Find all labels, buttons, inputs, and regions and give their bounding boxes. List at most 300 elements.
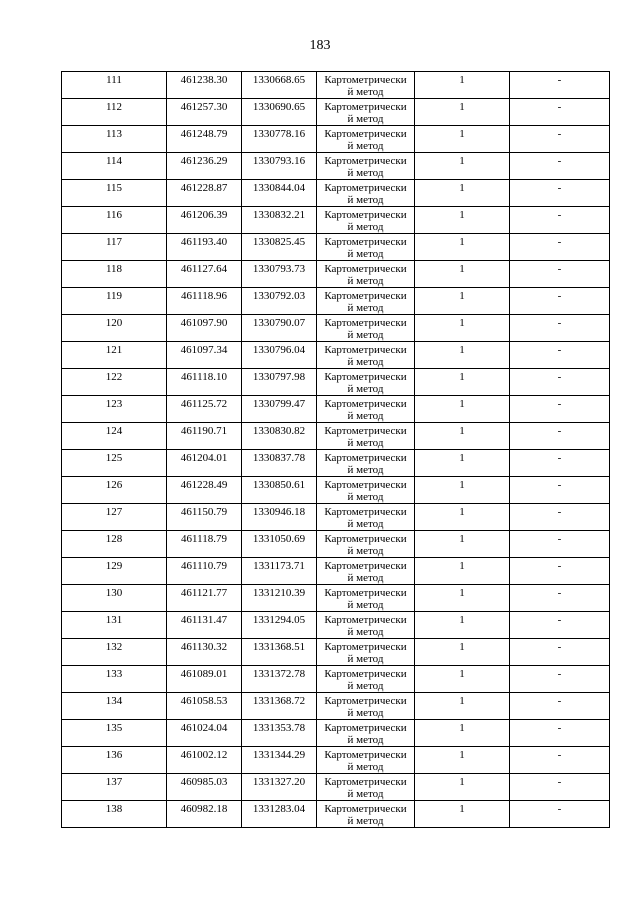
- x-coordinate-cell: [167, 261, 242, 288]
- accuracy-cell-text: 1: [459, 695, 465, 707]
- y-coordinate-cell-text: 1331050.69: [252, 533, 306, 545]
- point-number-cell-text: 136: [105, 749, 123, 761]
- method-line-2: й метод: [347, 167, 384, 179]
- note-cell: [510, 396, 610, 423]
- x-coordinate-cell: [167, 99, 242, 126]
- method-line-2: й метод: [347, 761, 384, 773]
- x-coordinate-cell-text: 461118.96: [181, 290, 227, 302]
- accuracy-cell: [415, 774, 510, 801]
- method-line-2: й метод: [347, 410, 384, 422]
- x-coordinate-cell-text: 461110.79: [181, 560, 227, 572]
- note-cell: [510, 261, 610, 288]
- method-text: [317, 639, 414, 665]
- y-coordinate-cell-text: 1330825.45: [252, 236, 306, 248]
- method-text: [317, 747, 414, 773]
- note-cell: [510, 666, 610, 693]
- note-cell: [510, 99, 610, 126]
- y-coordinate-cell: [242, 720, 317, 747]
- note-cell: [510, 126, 610, 153]
- method-cell: [317, 585, 415, 612]
- method-text: [317, 72, 414, 98]
- table-row: [62, 666, 610, 693]
- method-line-1: Картометрически: [324, 155, 407, 167]
- note-cell-text: -: [557, 803, 562, 815]
- accuracy-cell-text: 1: [459, 398, 465, 410]
- method-line-1: Картометрически: [324, 317, 407, 329]
- y-coordinate-cell: [242, 288, 317, 315]
- note-cell-text: -: [557, 182, 562, 194]
- note-cell: [510, 369, 610, 396]
- y-coordinate-cell-text: 1331368.51: [252, 641, 306, 653]
- accuracy-cell-text: 1: [459, 371, 465, 383]
- method-line-1: Картометрически: [324, 506, 407, 518]
- point-number-cell-text: 131: [105, 614, 123, 626]
- method-line-1: Картометрически: [324, 587, 407, 599]
- accuracy-cell: [415, 396, 510, 423]
- method-cell: [317, 612, 415, 639]
- y-coordinate-cell-text: 1331210.39: [252, 587, 306, 599]
- y-coordinate-cell-text: 1330946.18: [252, 506, 306, 518]
- y-coordinate-cell-text: 1330850.61: [252, 479, 306, 491]
- accuracy-cell-text: 1: [459, 344, 465, 356]
- x-coordinate-cell-text: 461121.77: [180, 587, 228, 599]
- coordinates-table-body: [62, 72, 610, 828]
- accuracy-cell: [415, 666, 510, 693]
- table-row: [62, 396, 610, 423]
- point-number-cell: [62, 72, 167, 99]
- method-line-2: й метод: [347, 329, 384, 341]
- method-line-2: й метод: [347, 464, 384, 476]
- accuracy-cell: [415, 477, 510, 504]
- point-number-cell: [62, 558, 167, 585]
- method-cell: [317, 207, 415, 234]
- x-coordinate-cell: [167, 504, 242, 531]
- method-line-1: Картометрически: [324, 722, 407, 734]
- method-text: [317, 612, 414, 638]
- note-cell-text: -: [557, 344, 562, 356]
- method-line-1: Картометрически: [324, 128, 407, 140]
- method-text: [317, 315, 414, 341]
- method-line-1: Картометрически: [324, 101, 407, 113]
- x-coordinate-cell: [167, 342, 242, 369]
- x-coordinate-cell-text: 461118.79: [181, 533, 227, 545]
- y-coordinate-cell: [242, 504, 317, 531]
- y-coordinate-cell: [242, 558, 317, 585]
- accuracy-cell-text: 1: [459, 749, 465, 761]
- note-cell: [510, 180, 610, 207]
- x-coordinate-cell: [167, 153, 242, 180]
- accuracy-cell-text: 1: [459, 641, 465, 653]
- method-line-2: й метод: [347, 707, 384, 719]
- point-number-cell: [62, 369, 167, 396]
- method-line-1: Картометрически: [324, 371, 407, 383]
- table-row: [62, 207, 610, 234]
- table-row: [62, 531, 610, 558]
- note-cell-text: -: [557, 452, 562, 464]
- note-cell: [510, 477, 610, 504]
- y-coordinate-cell: [242, 747, 317, 774]
- method-line-2: й метод: [347, 788, 384, 800]
- table-row: [62, 261, 610, 288]
- method-line-2: й метод: [347, 86, 384, 98]
- method-line-1: Картометрически: [324, 533, 407, 545]
- accuracy-cell: [415, 612, 510, 639]
- method-line-2: й метод: [347, 356, 384, 368]
- method-line-1: Картометрически: [324, 344, 407, 356]
- note-cell-text: -: [557, 479, 562, 491]
- y-coordinate-cell: [242, 774, 317, 801]
- x-coordinate-cell: [167, 423, 242, 450]
- point-number-cell-text: 130: [105, 587, 123, 599]
- accuracy-cell: [415, 720, 510, 747]
- x-coordinate-cell-text: 461238.30: [180, 74, 228, 86]
- method-cell: [317, 180, 415, 207]
- y-coordinate-cell-text: 1331372.78: [252, 668, 306, 680]
- y-coordinate-cell-text: 1330790.07: [252, 317, 306, 329]
- y-coordinate-cell-text: 1330799.47: [252, 398, 306, 410]
- x-coordinate-cell: [167, 396, 242, 423]
- point-number-cell: [62, 774, 167, 801]
- method-line-1: Картометрически: [324, 209, 407, 221]
- point-number-cell-text: 137: [105, 776, 123, 788]
- method-line-2: й метод: [347, 572, 384, 584]
- point-number-cell-text: 129: [105, 560, 123, 572]
- note-cell-text: -: [557, 371, 562, 383]
- x-coordinate-cell-text: 461002.12: [180, 749, 228, 761]
- point-number-cell: [62, 423, 167, 450]
- accuracy-cell: [415, 342, 510, 369]
- note-cell-text: -: [557, 722, 562, 734]
- note-cell-text: -: [557, 236, 562, 248]
- method-line-1: Картометрически: [324, 749, 407, 761]
- accuracy-cell-text: 1: [459, 290, 465, 302]
- method-line-1: Картометрически: [324, 668, 407, 680]
- x-coordinate-cell-text: 460985.03: [180, 776, 228, 788]
- accuracy-cell-text: 1: [459, 263, 465, 275]
- x-coordinate-cell: [167, 585, 242, 612]
- note-cell-text: -: [557, 317, 562, 329]
- method-text: [317, 99, 414, 125]
- x-coordinate-cell-text: 461257.30: [180, 101, 228, 113]
- method-text: [317, 207, 414, 233]
- table-row: [62, 288, 610, 315]
- y-coordinate-cell-text: 1331368.72: [252, 695, 306, 707]
- accuracy-cell-text: 1: [459, 317, 465, 329]
- accuracy-cell-text: 1: [459, 452, 465, 464]
- x-coordinate-cell: [167, 531, 242, 558]
- method-cell: [317, 153, 415, 180]
- y-coordinate-cell: [242, 477, 317, 504]
- table-row: [62, 612, 610, 639]
- x-coordinate-cell: [167, 207, 242, 234]
- accuracy-cell-text: 1: [459, 722, 465, 734]
- method-text: [317, 585, 414, 611]
- method-line-2: й метод: [347, 248, 384, 260]
- point-number-cell: [62, 153, 167, 180]
- y-coordinate-cell: [242, 342, 317, 369]
- accuracy-cell: [415, 504, 510, 531]
- point-number-cell-text: 116: [105, 209, 123, 221]
- note-cell-text: -: [557, 533, 562, 545]
- y-coordinate-cell: [242, 126, 317, 153]
- note-cell-text: -: [557, 128, 562, 140]
- point-number-cell: [62, 99, 167, 126]
- y-coordinate-cell: [242, 207, 317, 234]
- point-number-cell: [62, 531, 167, 558]
- point-number-cell-text: 128: [105, 533, 123, 545]
- note-cell-text: -: [557, 668, 562, 680]
- accuracy-cell-text: 1: [459, 614, 465, 626]
- method-line-2: й метод: [347, 653, 384, 665]
- method-line-1: Картометрически: [324, 236, 407, 248]
- point-number-cell: [62, 801, 167, 828]
- method-line-1: Картометрически: [324, 479, 407, 491]
- y-coordinate-cell: [242, 180, 317, 207]
- method-text: [317, 801, 414, 827]
- method-line-2: й метод: [347, 491, 384, 503]
- method-line-2: й метод: [347, 599, 384, 611]
- method-cell: [317, 801, 415, 828]
- point-number-cell-text: 132: [105, 641, 123, 653]
- note-cell: [510, 558, 610, 585]
- y-coordinate-cell: [242, 369, 317, 396]
- note-cell: [510, 693, 610, 720]
- x-coordinate-cell-text: 461248.79: [180, 128, 228, 140]
- note-cell-text: -: [557, 749, 562, 761]
- method-text: [317, 531, 414, 557]
- y-coordinate-cell-text: 1330778.16: [252, 128, 306, 140]
- note-cell-text: -: [557, 506, 562, 518]
- y-coordinate-cell: [242, 693, 317, 720]
- note-cell: [510, 423, 610, 450]
- method-cell: [317, 639, 415, 666]
- point-number-cell: [62, 693, 167, 720]
- method-text: [317, 261, 414, 287]
- method-cell: [317, 693, 415, 720]
- point-number-cell: [62, 207, 167, 234]
- y-coordinate-cell: [242, 639, 317, 666]
- x-coordinate-cell: [167, 747, 242, 774]
- accuracy-cell: [415, 261, 510, 288]
- y-coordinate-cell-text: 1330830.82: [252, 425, 306, 437]
- x-coordinate-cell: [167, 639, 242, 666]
- point-number-cell: [62, 477, 167, 504]
- point-number-cell-text: 124: [105, 425, 123, 437]
- method-text: [317, 666, 414, 692]
- accuracy-cell-text: 1: [459, 803, 465, 815]
- note-cell-text: -: [557, 587, 562, 599]
- method-cell: [317, 234, 415, 261]
- x-coordinate-cell-text: 461150.79: [180, 506, 228, 518]
- note-cell-text: -: [557, 398, 562, 410]
- point-number-cell-text: 127: [105, 506, 123, 518]
- table-row: [62, 126, 610, 153]
- accuracy-cell-text: 1: [459, 101, 465, 113]
- note-cell-text: -: [557, 290, 562, 302]
- x-coordinate-cell: [167, 288, 242, 315]
- accuracy-cell-text: 1: [459, 425, 465, 437]
- x-coordinate-cell-text: 461190.71: [180, 425, 228, 437]
- note-cell: [510, 450, 610, 477]
- point-number-cell: [62, 342, 167, 369]
- method-line-1: Картометрически: [324, 641, 407, 653]
- x-coordinate-cell-text: 461206.39: [180, 209, 228, 221]
- point-number-cell-text: 123: [105, 398, 123, 410]
- x-coordinate-cell-text: 461131.47: [180, 614, 228, 626]
- method-text: [317, 693, 414, 719]
- point-number-cell-text: 138: [105, 803, 123, 815]
- y-coordinate-cell: [242, 423, 317, 450]
- accuracy-cell-text: 1: [459, 668, 465, 680]
- method-text: [317, 774, 414, 800]
- x-coordinate-cell-text: 461193.40: [180, 236, 228, 248]
- table-row: [62, 720, 610, 747]
- x-coordinate-cell: [167, 774, 242, 801]
- note-cell: [510, 585, 610, 612]
- table-row: [62, 558, 610, 585]
- y-coordinate-cell-text: 1330793.73: [252, 263, 306, 275]
- method-cell: [317, 126, 415, 153]
- table-row: [62, 639, 610, 666]
- point-number-cell: [62, 639, 167, 666]
- method-line-2: й метод: [347, 140, 384, 152]
- method-line-1: Картометрически: [324, 290, 407, 302]
- x-coordinate-cell-text: 461228.87: [180, 182, 228, 194]
- table-row: [62, 693, 610, 720]
- accuracy-cell: [415, 747, 510, 774]
- method-cell: [317, 288, 415, 315]
- method-cell: [317, 72, 415, 99]
- method-cell: [317, 315, 415, 342]
- y-coordinate-cell-text: 1330832.21: [252, 209, 306, 221]
- note-cell: [510, 72, 610, 99]
- note-cell-text: -: [557, 560, 562, 572]
- table-row: [62, 315, 610, 342]
- x-coordinate-cell: [167, 234, 242, 261]
- y-coordinate-cell-text: 1331344.29: [252, 749, 306, 761]
- x-coordinate-cell-text: 461058.53: [180, 695, 228, 707]
- x-coordinate-cell-text: 461236.29: [180, 155, 228, 167]
- note-cell: [510, 207, 610, 234]
- point-number-cell: [62, 234, 167, 261]
- table-row: [62, 234, 610, 261]
- y-coordinate-cell: [242, 234, 317, 261]
- point-number-cell-text: 120: [105, 317, 123, 329]
- note-cell: [510, 531, 610, 558]
- method-line-1: Картометрически: [324, 776, 407, 788]
- method-line-2: й метод: [347, 815, 384, 827]
- point-number-cell-text: 113: [105, 128, 123, 140]
- x-coordinate-cell-text: 461089.01: [180, 668, 228, 680]
- point-number-cell-text: 119: [105, 290, 123, 302]
- x-coordinate-cell: [167, 126, 242, 153]
- y-coordinate-cell-text: 1331294.05: [252, 614, 306, 626]
- method-text: [317, 504, 414, 530]
- accuracy-cell: [415, 72, 510, 99]
- y-coordinate-cell: [242, 72, 317, 99]
- x-coordinate-cell-text: 461118.10: [181, 371, 227, 383]
- table-row: [62, 585, 610, 612]
- method-text: [317, 558, 414, 584]
- note-cell-text: -: [557, 695, 562, 707]
- point-number-cell: [62, 585, 167, 612]
- y-coordinate-cell: [242, 450, 317, 477]
- x-coordinate-cell-text: 461097.90: [180, 317, 228, 329]
- accuracy-cell: [415, 126, 510, 153]
- point-number-cell: [62, 666, 167, 693]
- method-cell: [317, 720, 415, 747]
- method-line-1: Картометрически: [324, 263, 407, 275]
- x-coordinate-cell: [167, 612, 242, 639]
- note-cell: [510, 153, 610, 180]
- method-line-1: Картометрически: [324, 74, 407, 86]
- x-coordinate-cell-text: 461097.34: [180, 344, 228, 356]
- method-line-2: й метод: [347, 437, 384, 449]
- y-coordinate-cell: [242, 99, 317, 126]
- table-row: [62, 423, 610, 450]
- note-cell: [510, 774, 610, 801]
- x-coordinate-cell-text: 460982.18: [180, 803, 228, 815]
- method-line-1: Картометрически: [324, 398, 407, 410]
- accuracy-cell-text: 1: [459, 560, 465, 572]
- method-cell: [317, 342, 415, 369]
- table-row: [62, 153, 610, 180]
- point-number-cell-text: 135: [105, 722, 123, 734]
- method-cell: [317, 477, 415, 504]
- accuracy-cell: [415, 693, 510, 720]
- accuracy-cell: [415, 423, 510, 450]
- point-number-cell-text: 133: [105, 668, 123, 680]
- table-row: [62, 747, 610, 774]
- y-coordinate-cell: [242, 666, 317, 693]
- note-cell: [510, 234, 610, 261]
- point-number-cell-text: 121: [105, 344, 123, 356]
- table-row: [62, 801, 610, 828]
- method-line-2: й метод: [347, 518, 384, 530]
- table-row: [62, 504, 610, 531]
- y-coordinate-cell-text: 1331283.04: [252, 803, 306, 815]
- y-coordinate-cell-text: 1330690.65: [252, 101, 306, 113]
- point-number-cell-text: 122: [105, 371, 123, 383]
- method-cell: [317, 423, 415, 450]
- point-number-cell-text: 114: [105, 155, 123, 167]
- accuracy-cell: [415, 288, 510, 315]
- method-cell: [317, 747, 415, 774]
- accuracy-cell: [415, 315, 510, 342]
- accuracy-cell-text: 1: [459, 209, 465, 221]
- point-number-cell: [62, 396, 167, 423]
- note-cell: [510, 639, 610, 666]
- y-coordinate-cell: [242, 315, 317, 342]
- point-number-cell: [62, 450, 167, 477]
- method-text: [317, 234, 414, 260]
- note-cell-text: -: [557, 74, 562, 86]
- point-number-cell: [62, 504, 167, 531]
- method-cell: [317, 666, 415, 693]
- method-line-2: й метод: [347, 626, 384, 638]
- accuracy-cell: [415, 639, 510, 666]
- table-row: [62, 180, 610, 207]
- point-number-cell-text: 126: [105, 479, 123, 491]
- method-line-2: й метод: [347, 545, 384, 557]
- point-number-cell: [62, 126, 167, 153]
- point-number-cell: [62, 261, 167, 288]
- point-number-cell-text: 111: [106, 74, 122, 86]
- note-cell-text: -: [557, 263, 562, 275]
- method-line-1: Картометрически: [324, 560, 407, 572]
- method-line-2: й метод: [347, 680, 384, 692]
- accuracy-cell: [415, 801, 510, 828]
